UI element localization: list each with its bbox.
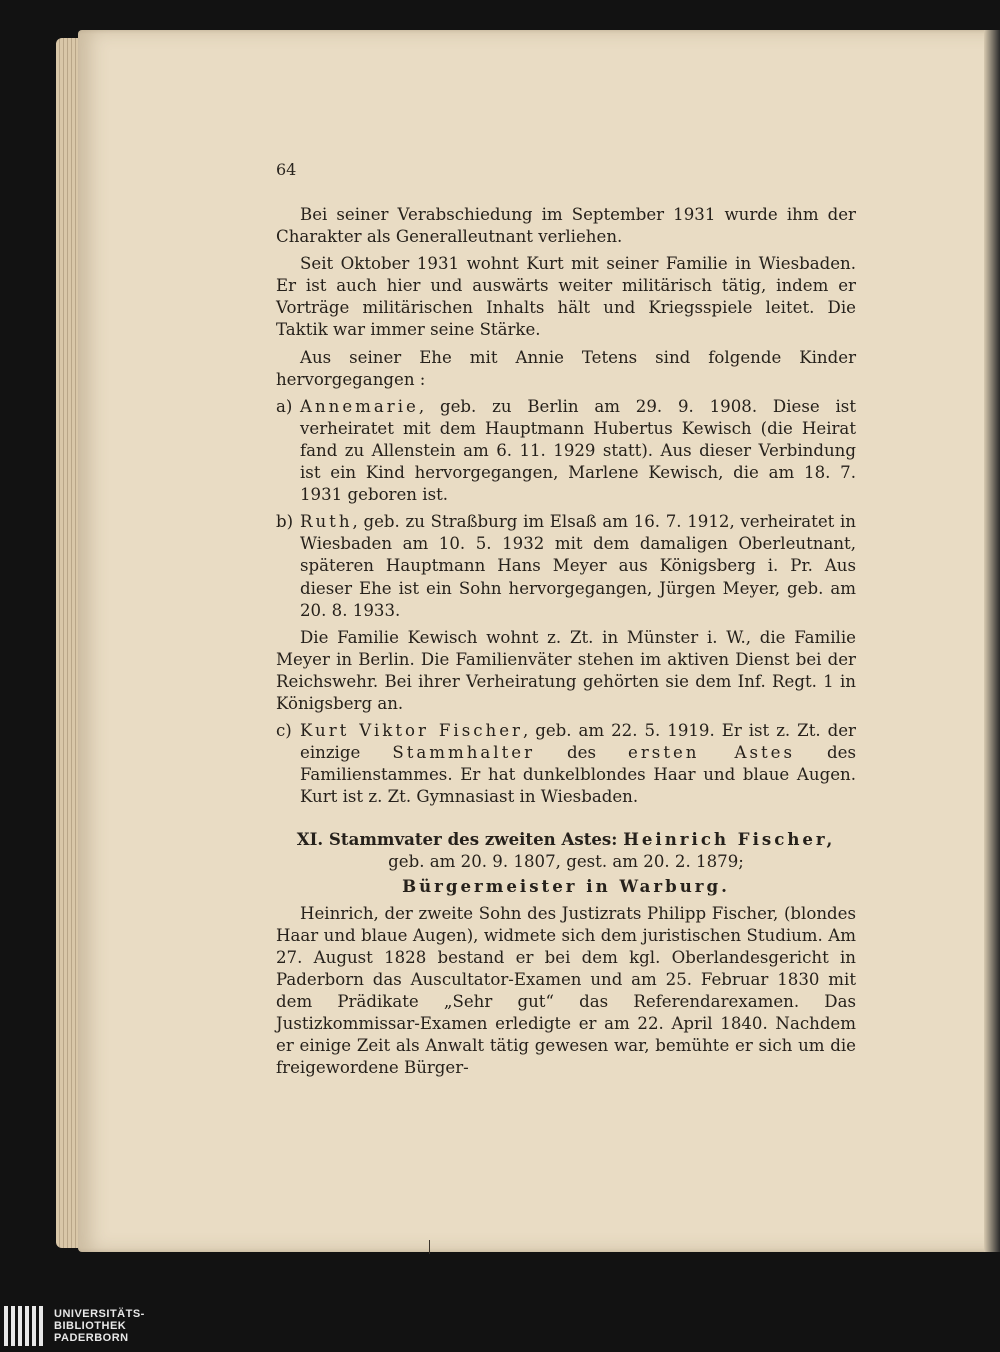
child-name: Ruth: [300, 512, 353, 532]
page-body: [276, 204, 856, 1084]
emphasis-stammhalter: Stammhalter: [392, 743, 536, 763]
list-item-text: [300, 396, 856, 506]
page-number: 64: [276, 160, 297, 179]
section-dates: geb. am 20. 9. 1807, gest. am 20. 2. 1879;: [388, 851, 744, 871]
paragraph-children-intro: Aus seiner Ehe mit Annie Tetens sind folgende Kinder hervorgegangen :: [276, 347, 856, 389]
list-marker: b): [276, 512, 294, 532]
child-details: , geb. zu Berlin am 29. 9. 1908. Diese ist verheiratet mit dem Hauptmann Hubertus Kewisch (die Heirat fand zu Allenstein am 6. 11. 1929 statt). Aus dieser Verbindung ist ein Kind hervorgegangen, Marlene Kewisch, die am 18. 7. 1931 geboren ist.: [300, 396, 856, 505]
list-item-text: [300, 511, 856, 621]
section-heading: [276, 828, 856, 850]
paragraph-wiesbaden: Seit Oktober 1931 wohnt Kurt mit seiner Familie in Wiesbaden. Er ist auch hier und auswärts weiter militärisch tätig, indem er Vorträge militärischen Inhalts hält und Kriegsspiele leitet. Die Taktik war immer seine Stärke.: [276, 254, 856, 340]
child-details-3: des Familienstammes. Er hat dunkelblondes Haar und blaue Augen. Kurt ist z. Zt. Gymnasiast in Wiesbaden.: [300, 743, 856, 807]
list-item-c: [276, 720, 856, 808]
book-gutter-shadow: [984, 30, 1000, 1252]
paragraph-retirement: Bei seiner Verabschiedung im September 1931 wurde ihm der Charakter als Generalleutnant verliehen.: [276, 205, 856, 247]
logo-line-2: BIBLIOTHEK: [54, 1320, 127, 1332]
logo-line-3: PADERBORN: [54, 1332, 129, 1344]
child-details-2: des: [535, 743, 629, 763]
list-item-a: [276, 396, 856, 506]
stray-ink-mark: [429, 1240, 430, 1254]
paragraph-families: Die Familie Kewisch wohnt z. Zt. in Münster i. W., die Familie Meyer in Berlin. Die Familienväter stehen im aktiven Dienst bei der Reichswehr. Bei ihrer Verheiratung gehörten sie dem Inf. Regt. 1 in Königsberg an.: [276, 627, 856, 713]
list-item-text: [300, 720, 856, 808]
emphasis-ersten-astes: ersten Astes: [628, 743, 796, 763]
section-heading-name: Heinrich Fischer,: [623, 829, 836, 850]
list-marker: c): [276, 721, 292, 741]
library-logo: [4, 1304, 145, 1348]
logo-bars-icon: [4, 1306, 46, 1346]
child-details-1: , geb. am 22. 5. 1919. Er ist z. Zt. der einzige: [300, 721, 856, 763]
child-name: Kurt Viktor Fischer: [300, 721, 523, 741]
list-marker: a): [276, 396, 293, 416]
list-item-b: [276, 511, 856, 621]
section-heading-prefix: XI. Stammvater des zweiten Astes:: [296, 829, 624, 850]
child-name: Annemarie: [300, 396, 419, 416]
child-details: , geb. zu Straßburg im Elsaß am 16. 7. 1912, verheiratet in Wiesbaden am 10. 5. 1932 mit dem damaligen Oberleutnant, späteren Hauptmann Hans Meyer aus Königsberg i. Pr. Aus dieser Ehe ist ein Sohn hervorgegangen, Jürgen Meyer, geb. am 20. 8. 1933.: [300, 512, 856, 620]
logo-text: [54, 1308, 145, 1344]
logo-line-1: UNIVERSITÄTS-: [54, 1308, 145, 1320]
section-subheading: Bürgermeister in Warburg.: [402, 875, 730, 896]
paragraph-heinrich: Heinrich, der zweite Sohn des Justizrats Philipp Fischer, (blondes Haar und blaue Augen), widmete sich dem juristischen Studium. Am 27. August 1828 bestand er bei dem kgl. Oberlandesgericht in Paderborn das Auscultator-Examen und am 25. Februar 1830 mit dem Prädikate „Sehr gut“ das Referendarexamen. Das Justizkommissar-Examen erledigte er am 22. April 1840. Nachdem er einige Zeit als Anwalt tätig gewesen war, bemühte er sich um die freigewordene Bürger-: [276, 903, 856, 1078]
